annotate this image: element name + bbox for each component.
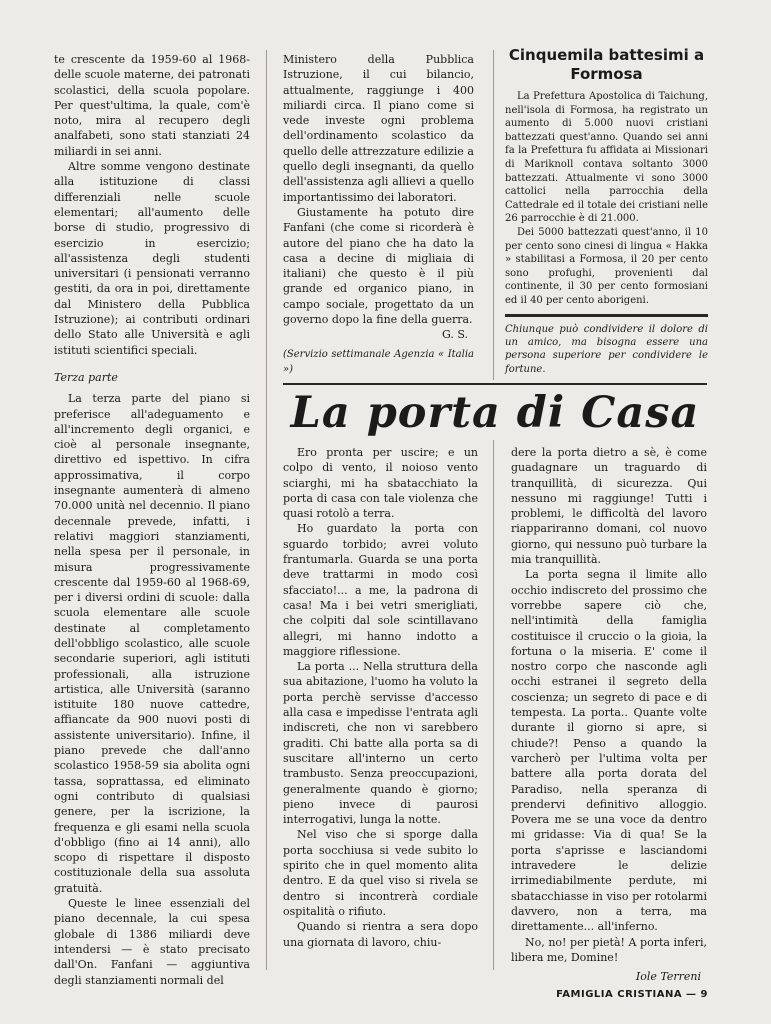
paragraph: La porta ... Nella struttura della sua abitazione, l'uomo ha voluto la porta perchè servisse d'accesso alla casa e impedisse l'entrata agli indiscreti, che non vi sarebbero graditi. Chi batte alla porta sa di suscitare all'interno un certo trambusto. Senza preoccupazioni, generalmente quando è giorno; pieno invece di paurosi interrogativi, lunga la notte.: [283, 660, 478, 827]
paragraph: Giustamente ha potuto dire Fanfani (che come si ricorderà è autore del piano che ha dato la casa a decine di migliaia di italiani) che questo è il più grande ed organico piano, in campo sociale, progettato da un governo dopo la fine della guerra.: [283, 205, 474, 327]
paragraph: Ministero della Pubblica Istruzione, il cui bilancio, attualmente, raggiunge i 400 miliardi circa. Il piano come si vede investe ogni problema dell'ordinamento scolastico da quello delle attrezzature edilizie a quello degli insegnanti, da quello dell'assistenza agli allievi a quello importantissimo dei laboratori.: [283, 53, 474, 204]
paragraph: La Prefettura Apostolica di Taichung, nell'isola di Formosa, ha registrato un aumento di 5.000 nuovi cristiani battezzati quest'anno. Quando sei anni fa la Prefettura fu affidata ai Missionari di Mariknoll contava soltanto 3000 battezzati. Attualmente vi sono 3000 cattolici nella parrocchia della Cattedrale ed il totale dei cristiani nelle 26 parrocchie è di 21.000.: [505, 91, 708, 225]
news-box-title: Cinquemila battesimi a Formosa: [508, 46, 705, 83]
article-signature: G. S.: [441, 328, 468, 342]
paragraph: te crescente da 1959-60 al 1968-delle scuole materne, dei patronati scolastici, della scuola popolare. Per quest'ultima, la quale, com'è noto, mira al recupero degli analfabeti, sono stati stanziati 24 miliardi in sei anni.: [54, 53, 250, 158]
column-divider: [266, 50, 267, 970]
paragraph: Nel viso che si sporge dalla porta socchiusa si vede subito lo spirito che in quel momento alita dentro. E da quel viso si rivela se dentro si incontrerà cordiale ospitalità o rifiuto.: [283, 828, 478, 918]
article-column-2: [283, 52, 474, 382]
paragraph: No, no! per pietà! A porta inferi, libera me, Domine!: [511, 935, 707, 964]
article-headline: La porta di Casa: [290, 388, 700, 438]
paragraph: dere la porta dietro a sè, è come guadagnare un traguardo di tranquillità, di sicurezza. Qui nessuno mi raggiunge! Tutti i problemi, le difficoltà del lavoro riappariranno domani, col nuovo giorno, qui nessuno può turbare la mia tranquillità.: [511, 446, 707, 567]
paragraph: Ero pronta per uscire; e un colpo di vento, il noioso vento sciarghi, mi ha sbatacchiato la porta di casa con tale violenza che quasi rotolò a terra.: [283, 446, 478, 521]
article-column-4: [511, 445, 707, 984]
page-footer: FAMIGLIA CRISTIANA — 9: [556, 989, 708, 1000]
column-divider: [493, 50, 494, 380]
headline-rule: [283, 383, 707, 385]
paragraph: Quando si rientra a sera dopo una giornata di lavoro, chiu-: [283, 920, 478, 949]
paragraph: La porta segna il limite allo occhio indiscreto del prossimo che vorrebbe sapere ciò che, nell'intimità della famiglia costituisce il cruccio o la gioia, la fortuna o la miseria. E' come il nostro corpo che nasconde agli occhi estranei il segreto della coscienza; un segreto di pace e di tempesta. La porta.. Quante volte durante il giorno si apre, si chiude?! Penso a quando la varcherò per l'ultima volta per battere alla porta dorata del Paradiso, nella speranza di prendervi definitivo alloggio. Povera me se una voce da dentro mi gridasse: Via di qua! Se la porta s'aprisse e lasciandomi intravedere le delizie irrimediabilmente perdute, mi sbatacchiasse in viso per rotolarmi davvero, non a terra, ma direttamente... all'inferno.: [511, 568, 707, 934]
paragraph: La terza parte del piano si preferisce all'adeguamento e all'incremento degli organici, e cioè al personale insegnante, direttivo ed ispettivo. In cifra approssimativa, il corpo insegnante aumenterà di almeno 70.000 unità nel decennio. Il piano decennale prevede, infatti, i relativi maggiori stanziamenti, nella spesa per il personale, in misura progressivamente crescente dal 1959-60 al 1968-69, per i diversi ordini di scuole: dalla scuola elementare alle scuole destinate al completamento dell'obbligo scolastico, alle scuole secondarie superiori, agli istituti professionali, alla istruzione artistica, alle Università (saranno istituite 180 nuove cattedre, affiancate da 900 nuovi posti di assistente universitario). Infine, il piano prevede che dall'anno scolastico 1958-59 sia abolita ogni tassa, soprattassa, ed eliminato ogni contributo di qualsiasi genere, per la iscrizione, la frequenza e gli esami nella scuola d'obbligo (fino ai 14 anni), allo scopo di rispettare il disposto costituzionale della sua assoluta gratuità.: [54, 392, 250, 895]
news-box: [505, 46, 708, 376]
paragraph: Dei 5000 battezzati quest'anno, il 10 per cento sono cinesi di lingua « Hakka » stabilitasi a Formosa, il 20 per cento sono profughi, provenienti dal continente, il 30 per cento formosiani ed il 40 per cento aborigeni.: [505, 226, 708, 306]
column-divider: [493, 440, 494, 970]
news-box-body: [505, 90, 708, 308]
quote: Chiunque può condividere il dolore di un amico, ma bisogna essere una persona superiore per condividere le fortune.: [505, 323, 708, 375]
paragraph: Altre somme vengono destinate alla istituzione di classi differenziali nelle scuole elementari; all'aumento delle borse di studio, progressivo di esercizio in esercizio; all'assistenza degli studenti universitari (i pensionati verranno gestiti, da ora in poi, direttamente dal Ministero della Pubblica Istruzione); ai contributi ordinari dello Stato alle Università e agli istituti scientifici speciali.: [54, 160, 250, 357]
article-credit: (Servizio settimanale Agenzia « Italia »): [283, 348, 474, 375]
article-column-1: [54, 52, 250, 987]
section-heading: Terza parte: [54, 370, 118, 384]
paragraph: Queste le linee essenziali del piano decennale, la cui spesa globale di 1386 miliardi deve intendersi — è stato precisato dall'On. Fanfani — aggiuntiva degli stanziamenti normali del: [54, 897, 250, 987]
paragraph: Ho guardato la porta con sguardo torbido; avrei voluto frantumarla. Guarda se una porta deve trattarmi in modo così sfacciato!... a me, la padrona di casa! Ma i bei vetri smerigliati, che colpiti dal sole scintillavano allegri, mi hanno indotto a maggiore riflessione.: [283, 522, 478, 658]
author-signature: Iole Terreni: [635, 970, 701, 984]
article-column-3: [283, 445, 478, 970]
box-divider: [505, 314, 708, 317]
